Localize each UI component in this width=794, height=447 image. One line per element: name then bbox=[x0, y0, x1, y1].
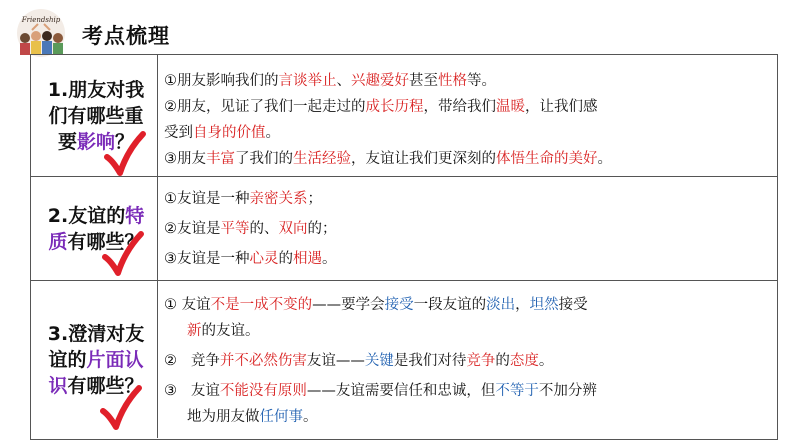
question-text: 3.澄清对友 谊的片面认 识有哪些？ bbox=[47, 322, 145, 397]
answer-line: ①朋友影响我们的言谈举止、兴趣爱好甚至性格等。 bbox=[164, 73, 496, 89]
table-row-misconceptions bbox=[31, 281, 777, 438]
answer-line: ③友谊是一种心灵的相遇。 bbox=[164, 251, 337, 267]
answer-line: ①友谊是一种亲密关系； bbox=[164, 191, 322, 207]
checkmark-icon bbox=[99, 385, 143, 433]
answer-line: ② 竞争并不必然伤害友谊——关键是我们对待竞争的态度。 bbox=[164, 353, 554, 369]
answer-cell bbox=[164, 281, 771, 438]
answer-line: ① 友谊不是一成不变的——要学会接受一段友谊的淡出，坦然接受 bbox=[164, 297, 588, 313]
answer-cell bbox=[164, 177, 771, 280]
svg-text:Friendship: Friendship bbox=[21, 16, 61, 24]
question-cell bbox=[31, 177, 158, 280]
table-row-characteristics bbox=[31, 177, 777, 281]
answer-line: 新的友谊。 bbox=[187, 323, 260, 339]
answer-line: ③ 友谊不能没有原则——友谊需要信任和忠诚，但不等于不加分辨 bbox=[164, 383, 597, 399]
question-cell bbox=[31, 55, 158, 176]
answer-cell bbox=[164, 55, 771, 176]
answer-line: ③朋友丰富了我们的生活经验，友谊让我们更深刻的体悟生命的美好。 bbox=[164, 151, 612, 167]
answer-line: ②朋友，见证了我们一起走过的成长历程，带给我们温暖，让我们感 bbox=[164, 99, 598, 115]
answer-line: 地为朋友做任何事。 bbox=[164, 409, 318, 425]
friendship-logo bbox=[10, 8, 72, 58]
header bbox=[10, 8, 190, 58]
table-row-influence bbox=[31, 55, 777, 177]
answer-line: 受到自身的价值。 bbox=[164, 125, 280, 141]
question-text: 2.友谊的特 质有哪些？ bbox=[47, 204, 145, 253]
question-text: 1.朋友对我 们有哪些重 要影响？ bbox=[47, 78, 145, 153]
page-title: 考点梳理 bbox=[82, 24, 170, 48]
answer-line: ②友谊是平等的、双向的； bbox=[164, 221, 337, 237]
question-cell bbox=[31, 281, 158, 438]
checkmark-icon bbox=[103, 131, 147, 179]
checkmark-icon bbox=[101, 231, 145, 279]
summary-table bbox=[30, 54, 778, 440]
